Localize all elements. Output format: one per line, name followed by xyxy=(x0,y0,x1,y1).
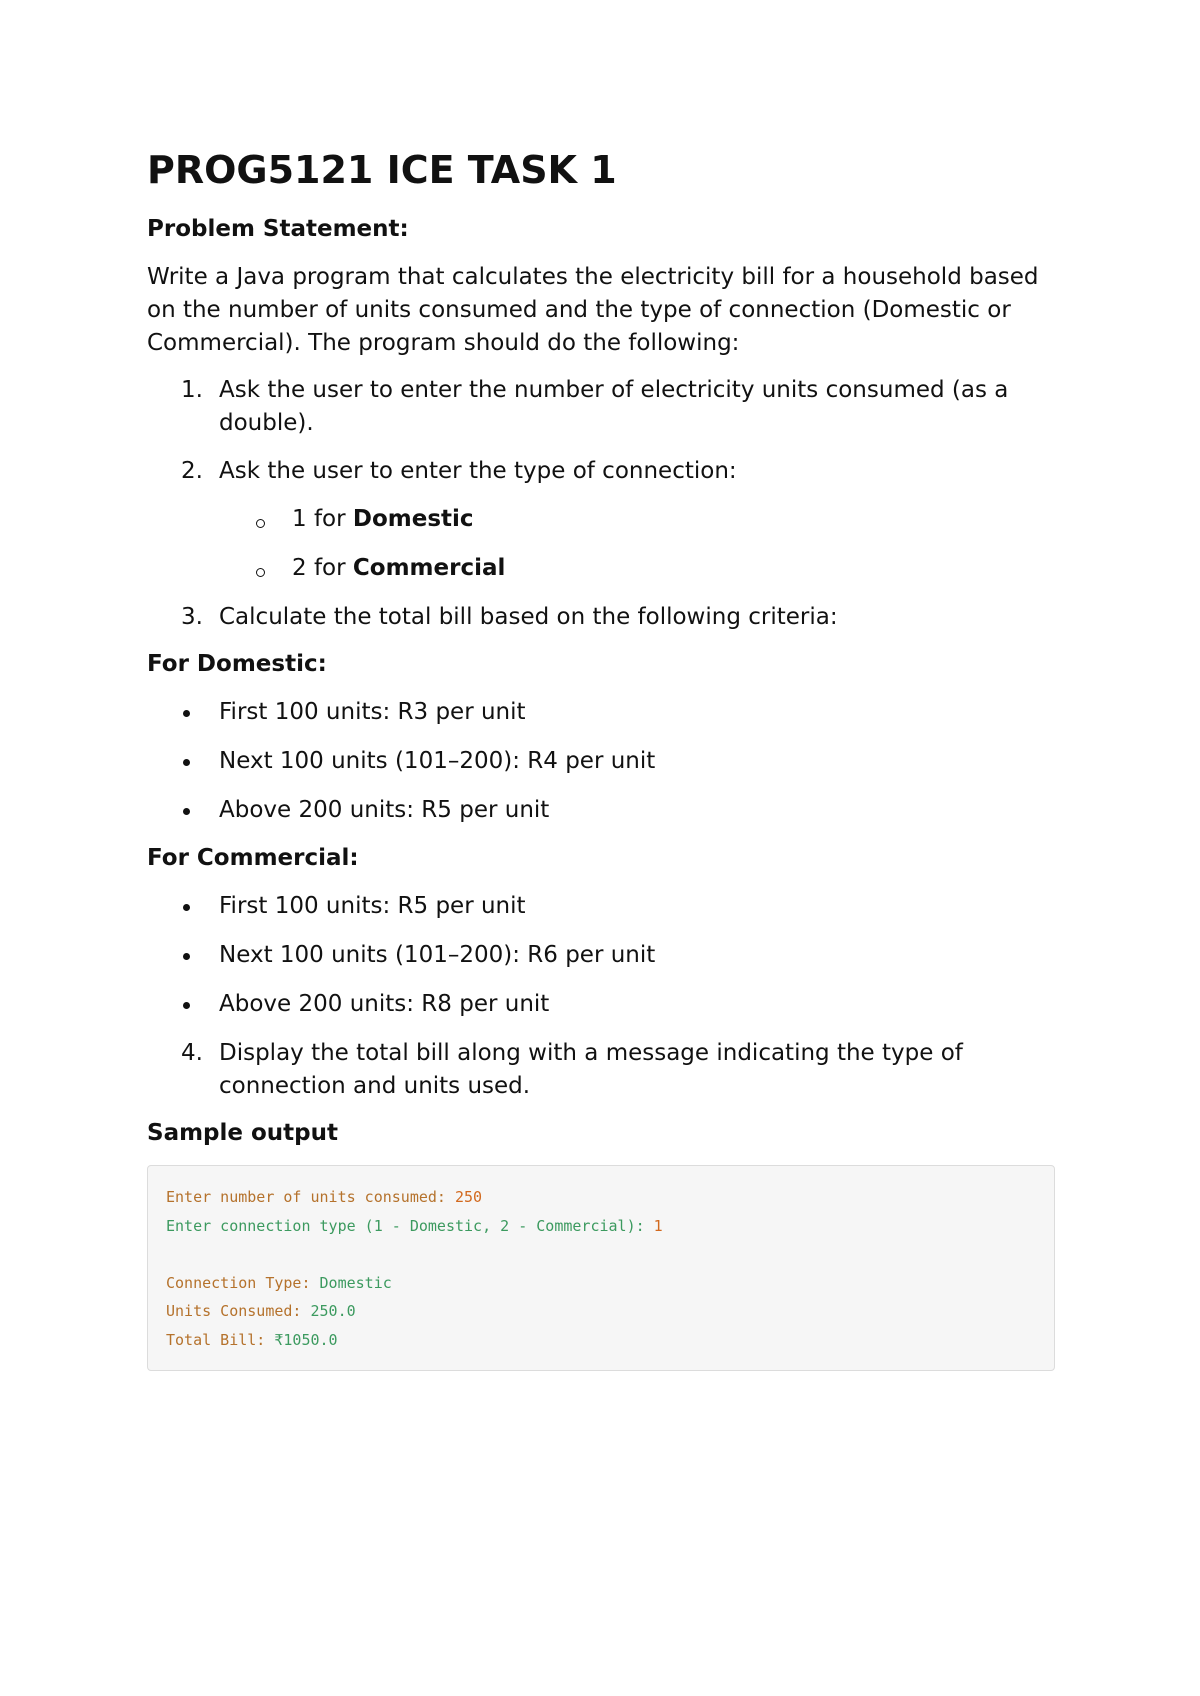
code-line-blank xyxy=(166,1240,1036,1269)
code-prompt: Enter number of units consumed: xyxy=(166,1188,455,1206)
domestic-rate-item xyxy=(147,794,1057,827)
code-value: ₹1050.0 xyxy=(274,1330,338,1349)
rate-text: Above 200 units: R8 per unit xyxy=(219,991,550,1017)
step-number: 2. xyxy=(181,458,203,484)
circle-bullet-icon xyxy=(256,568,265,577)
step-text: Ask the user to enter the number of electricity units consumed (as a double). xyxy=(219,377,1009,436)
commercial-heading: For Commercial: xyxy=(147,845,359,871)
rate-text: First 100 units: R5 per unit xyxy=(219,893,526,919)
commercial-rate-item xyxy=(147,890,1057,923)
commercial-rate-item xyxy=(147,939,1057,972)
sample-output-heading: Sample output xyxy=(147,1120,339,1146)
code-line xyxy=(166,1297,1036,1326)
option-name: Domestic xyxy=(352,506,474,532)
step-2 xyxy=(147,455,1057,488)
step-1 xyxy=(147,374,1057,440)
step-text: Display the total bill along with a message indicating the type of connection and units used. xyxy=(219,1040,963,1099)
bullet-icon xyxy=(183,953,190,960)
circle-bullet-icon xyxy=(256,519,265,528)
document-page xyxy=(147,140,1057,1371)
bullet-icon xyxy=(183,759,190,766)
rate-text: Next 100 units (101–200): R6 per unit xyxy=(219,942,656,968)
step-text: Calculate the total bill based on the following criteria: xyxy=(219,604,838,630)
code-prompt: Enter connection type (1 - Domestic, 2 - Commercial): xyxy=(166,1216,654,1235)
rate-text: Above 200 units: R5 per unit xyxy=(219,797,550,823)
code-line xyxy=(166,1212,1036,1241)
code-value: 250 xyxy=(454,1188,483,1206)
code-value: Domestic xyxy=(319,1273,392,1292)
code-prompt: Connection Type: xyxy=(166,1273,320,1292)
option-prefix: 1 for xyxy=(292,506,353,532)
step-number: 1. xyxy=(181,377,203,403)
domestic-rate-item xyxy=(147,696,1057,729)
problem-statement-heading: Problem Statement: xyxy=(147,216,409,242)
option-name: Commercial xyxy=(352,555,506,581)
code-line xyxy=(166,1183,1036,1212)
domestic-rate-item xyxy=(147,745,1057,778)
step-3 xyxy=(147,601,1057,634)
domestic-heading: For Domestic: xyxy=(147,651,327,677)
intro-paragraph: Write a Java program that calculates the electricity bill for a household based on the number of units consumed and the type of connection (Domestic or Commercial). The program should do the following: xyxy=(147,264,1039,356)
code-value: 1 xyxy=(653,1216,663,1235)
page-title: PROG5121 ICE TASK 1 xyxy=(147,148,617,192)
rate-text: Next 100 units (101–200): R4 per unit xyxy=(219,748,656,774)
code-prompt: Units Consumed: xyxy=(166,1302,311,1320)
option-domestic xyxy=(147,503,1057,536)
bullet-icon xyxy=(183,904,190,911)
code-value: 250.0 xyxy=(310,1302,356,1320)
code-line xyxy=(166,1326,1036,1355)
step-number: 3. xyxy=(181,604,203,630)
option-prefix: 2 for xyxy=(292,555,353,581)
step-4 xyxy=(147,1037,1057,1103)
commercial-rate-item xyxy=(147,988,1057,1021)
bullet-icon xyxy=(183,1002,190,1009)
code-line xyxy=(166,1269,1036,1298)
step-number: 4. xyxy=(181,1040,203,1066)
step-text: Ask the user to enter the type of connection: xyxy=(219,458,737,484)
bullet-icon xyxy=(183,808,190,815)
sample-output-code-block xyxy=(147,1165,1055,1371)
code-prompt: Total Bill: xyxy=(166,1330,275,1349)
rate-text: First 100 units: R3 per unit xyxy=(219,699,526,725)
option-commercial xyxy=(147,552,1057,585)
bullet-icon xyxy=(183,710,190,717)
